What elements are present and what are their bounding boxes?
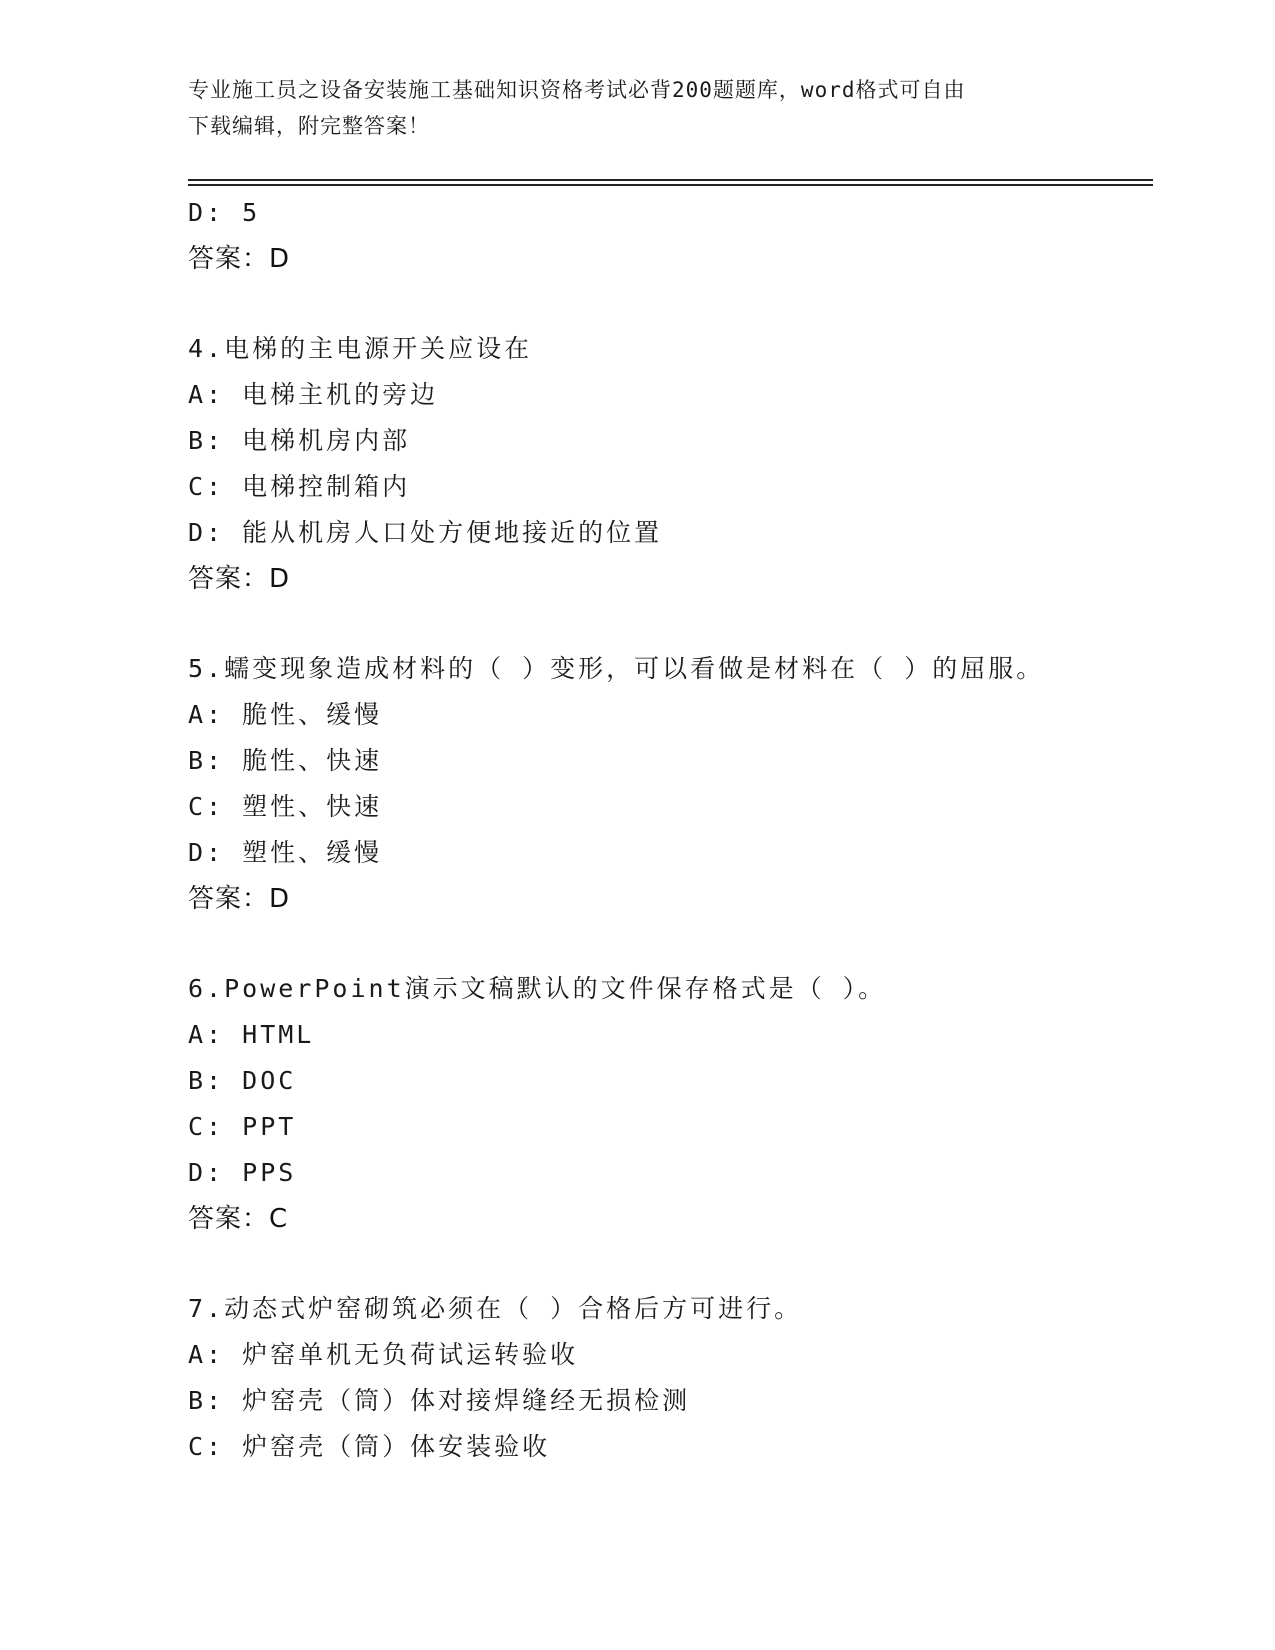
document-header — [188, 72, 1088, 144]
option-d: D: 5 — [188, 198, 261, 227]
question-stem: 7.动态式炉窑砌筑必须在（ ）合格后方可进行。 — [188, 1294, 803, 1323]
header-title-line-1: 专业施工员之设备安装施工基础知识资格考试必背200题题库，word格式可自由 — [188, 78, 966, 102]
header-divider-bottom — [188, 184, 1153, 186]
question-stem: 6.PowerPoint演示文稿默认的文件保存格式是（ ）。 — [188, 974, 887, 1003]
question-5 — [188, 646, 1148, 922]
option-a: A: 炉窑单机无负荷试运转验收 — [188, 1340, 579, 1369]
option-c: C: PPT — [188, 1112, 297, 1141]
answer: 答案：D — [188, 884, 291, 914]
option-a: A: 电梯主机的旁边 — [188, 380, 439, 409]
option-b: B: 炉窑壳（筒）体对接焊缝经无损检测 — [188, 1386, 691, 1415]
answer: 答案：D — [188, 244, 291, 274]
option-d: D: PPS — [188, 1158, 297, 1187]
option-c: C: 塑性、快速 — [188, 792, 383, 821]
question-list — [188, 190, 1148, 1470]
question-6 — [188, 966, 1148, 1242]
question-stem: 4.电梯的主电源开关应设在 — [188, 334, 533, 363]
question-7 — [188, 1286, 1148, 1470]
answer: 答案：C — [188, 1204, 289, 1234]
option-d: D: 能从机房人口处方便地接近的位置 — [188, 518, 663, 547]
question-3-tail — [188, 190, 1148, 282]
option-b: B: DOC — [188, 1066, 297, 1095]
option-b: B: 电梯机房内部 — [188, 426, 411, 455]
option-c: C: 炉窑壳（筒）体安装验收 — [188, 1432, 551, 1461]
header-title-line-2: 下载编辑，附完整答案！ — [188, 114, 430, 138]
option-a: A: 脆性、缓慢 — [188, 700, 383, 729]
answer: 答案：D — [188, 564, 291, 594]
question-stem: 5.蠕变现象造成材料的（ ）变形，可以看做是材料在（ ）的屈服。 — [188, 654, 1045, 683]
question-4 — [188, 326, 1148, 602]
option-a: A: HTML — [188, 1020, 315, 1049]
option-c: C: 电梯控制箱内 — [188, 472, 411, 501]
option-d: D: 塑性、缓慢 — [188, 838, 383, 867]
option-b: B: 脆性、快速 — [188, 746, 383, 775]
header-divider-top — [188, 179, 1153, 181]
